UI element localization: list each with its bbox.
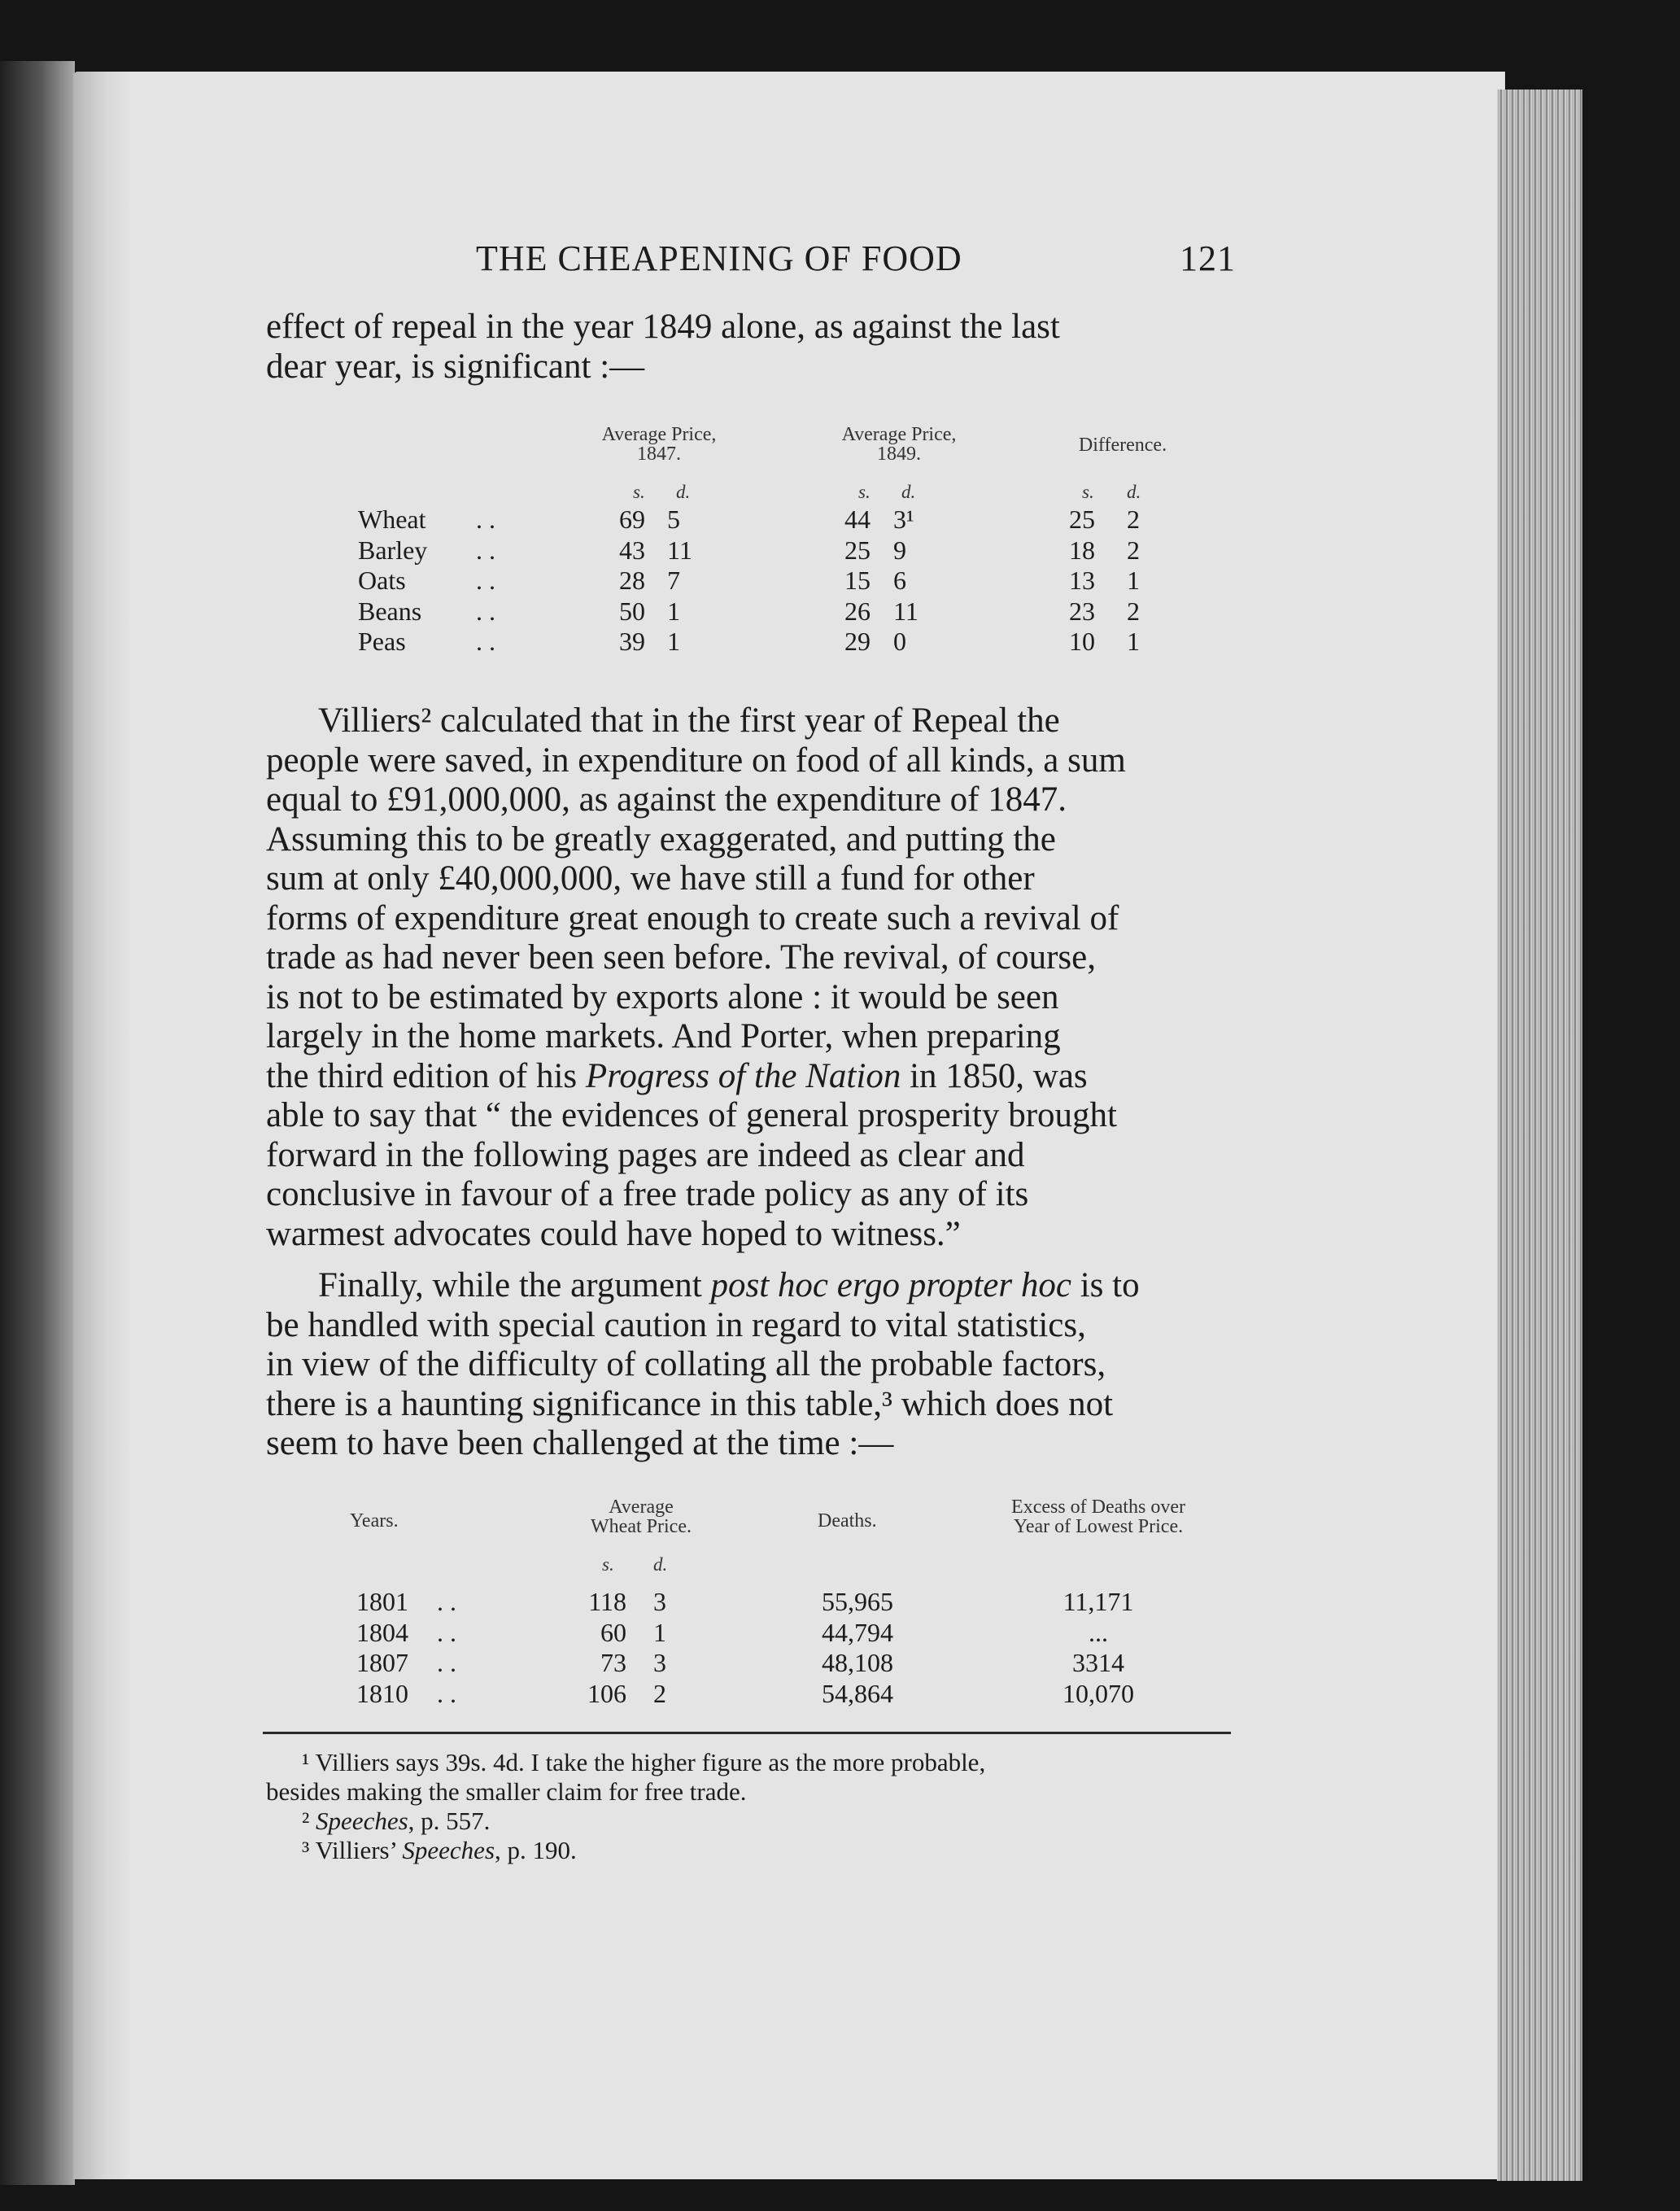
- cell-value: 48,108: [822, 1648, 893, 1677]
- footnote-rule: [263, 1732, 1231, 1734]
- page-block-edge: [1497, 90, 1582, 2181]
- text-line: sum at only £40,000,000, we have still a fund for other: [266, 859, 1035, 898]
- cell-value: 3: [653, 1648, 666, 1677]
- cell-value: 118: [588, 1587, 626, 1616]
- cell-value: 10: [1069, 627, 1095, 656]
- cell-value: 43: [619, 535, 645, 565]
- cell-value: 2: [1127, 505, 1140, 534]
- cell-value: 11,171: [1063, 1587, 1134, 1616]
- unit-label: d.: [1127, 482, 1141, 502]
- table1-header-1847: Average Price, 1847.: [601, 424, 717, 465]
- cell-value: 13: [1069, 566, 1095, 595]
- unit-label: s.: [858, 482, 871, 502]
- text-line: forward in the following pages are indeed as clear and: [266, 1135, 1025, 1174]
- cell-value: 2: [653, 1678, 666, 1708]
- leader-dots: . .: [437, 1617, 456, 1647]
- cell-value: 10,070: [1063, 1678, 1134, 1708]
- cell-value: 9: [893, 535, 906, 565]
- leader-dots: . .: [437, 1678, 456, 1708]
- cell-value: 2: [1127, 596, 1140, 626]
- leader-dots: . .: [476, 505, 495, 534]
- cell-value: 1: [1127, 566, 1140, 595]
- cell-value: 1: [653, 1617, 666, 1647]
- paragraph-villiers: [266, 701, 1126, 1254]
- cell-value: 15: [844, 566, 871, 595]
- leader-dots: . .: [437, 1648, 456, 1677]
- cell-value: 7: [667, 566, 680, 595]
- unit-label: s.: [633, 482, 645, 502]
- cell-value: 25: [844, 535, 871, 565]
- page-number: 121: [1180, 238, 1236, 278]
- table1-header-1849: Average Price, 1849.: [841, 424, 957, 465]
- table2-header-years: Years.: [350, 1510, 399, 1532]
- cell-value: 2: [1127, 535, 1140, 565]
- text-line: able to say that “ the evidences of general prosperity brought: [266, 1096, 1117, 1134]
- text-line: largely in the home markets. And Porter, when preparing: [266, 1017, 1061, 1055]
- text-line: Villiers² calculated that in the first year of Repeal the: [318, 701, 1060, 740]
- cell-value: 3: [653, 1587, 666, 1616]
- cell-value: 18: [1069, 535, 1095, 565]
- cell-value: 5: [667, 505, 680, 534]
- unit-label: d.: [676, 482, 691, 502]
- table2-header-excess: Excess of Deaths over Year of Lowest Price.: [1011, 1497, 1185, 1537]
- year-cell: 1801: [356, 1587, 408, 1616]
- text-line: there is a haunting significance in this table,³ which does not: [266, 1384, 1114, 1423]
- text-line: seem to have been challenged at the time :—: [266, 1424, 894, 1462]
- table1-header-difference: Difference.: [1078, 435, 1167, 456]
- cell-value: 60: [600, 1617, 626, 1647]
- cell-value: 25: [1069, 505, 1095, 534]
- cell-value: 26: [844, 596, 871, 626]
- text-line: be handled with special caution in regard to vital statistics,: [266, 1305, 1086, 1344]
- cell-value: 69: [619, 505, 645, 534]
- text-line: in view of the difficulty of collating all the probable factors,: [266, 1345, 1106, 1383]
- year-cell: 1810: [356, 1678, 408, 1708]
- page-gutter: [73, 72, 129, 2179]
- running-header-title: THE CHEAPENING OF FOOD: [476, 238, 962, 278]
- text-line: people were saved, in expenditure on food of all kinds, a sum: [266, 741, 1126, 780]
- cell-value: 3314: [1072, 1648, 1124, 1677]
- paragraph-vital-statistics: [266, 1266, 1140, 1464]
- text-line: trade as had never been seen before. The revival, of course,: [266, 938, 1096, 977]
- intro-text: [266, 308, 1060, 387]
- cell-value: 44: [844, 505, 871, 534]
- row-label: Wheat: [358, 505, 426, 534]
- leader-dots: . .: [476, 535, 495, 565]
- table2-header-deaths: Deaths.: [818, 1510, 877, 1532]
- leader-dots: . .: [476, 627, 495, 656]
- year-cell: 1807: [356, 1648, 408, 1677]
- row-label: Barley: [358, 535, 428, 565]
- cell-value: 54,864: [822, 1678, 893, 1708]
- leader-dots: . .: [476, 566, 495, 595]
- cell-value: 1: [667, 596, 680, 626]
- footnote-1: ¹ Villiers says 39s. 4d. I take the higher figure as the more probable,: [302, 1748, 986, 1776]
- cell-value: 1: [667, 627, 680, 656]
- text-line: Finally, while the argument post hoc ergo propter hoc is to: [318, 1266, 1140, 1304]
- cell-value: 11: [893, 596, 919, 626]
- cell-value: 23: [1069, 596, 1095, 626]
- text-line: is not to be estimated by exports alone : it would be seen: [266, 977, 1059, 1016]
- cell-value: 11: [667, 535, 692, 565]
- table2-header-price: Average Wheat Price.: [591, 1497, 692, 1537]
- row-label: Oats: [358, 566, 406, 595]
- footnote-2: ² Speeches, p. 557.: [302, 1807, 491, 1835]
- cell-value: 6: [893, 566, 906, 595]
- leader-dots: . .: [437, 1587, 456, 1616]
- year-cell: 1804: [356, 1617, 408, 1647]
- footnote-3: ³ Villiers’ Speeches, p. 190.: [302, 1836, 577, 1864]
- unit-label: d.: [653, 1554, 668, 1575]
- footnote-1-cont: besides making the smaller claim for free trade.: [266, 1777, 747, 1806]
- cell-value: ...: [1089, 1617, 1108, 1647]
- cell-value: 29: [844, 627, 871, 656]
- cell-value: 39: [619, 627, 645, 656]
- text-line: forms of expenditure great enough to create such a revival of: [266, 898, 1119, 937]
- cell-value: 106: [587, 1678, 626, 1708]
- row-label: Peas: [358, 627, 406, 656]
- text-line: dear year, is significant :—: [266, 347, 645, 386]
- cell-value: 73: [600, 1648, 626, 1677]
- left-page-edge: [0, 61, 75, 2185]
- text-line: effect of repeal in the year 1849 alone, as against the last: [266, 308, 1060, 346]
- cell-value: 44,794: [822, 1617, 893, 1647]
- row-label: Beans: [358, 596, 422, 626]
- unit-label: s.: [1082, 482, 1094, 502]
- text-line: conclusive in favour of a free trade policy as any of its: [266, 1175, 1029, 1213]
- cell-value: 28: [619, 566, 645, 595]
- cell-value: 50: [619, 596, 645, 626]
- text-line: the third edition of his Progress of the Nation in 1850, was: [266, 1056, 1088, 1095]
- unit-label: d.: [901, 482, 916, 502]
- text-line: equal to £91,000,000, as against the expenditure of 1847.: [266, 780, 1067, 819]
- cell-value: 55,965: [822, 1587, 893, 1616]
- text-line: warmest advocates could have hoped to witness.”: [266, 1214, 961, 1253]
- cell-value: 1: [1127, 627, 1140, 656]
- cell-value: 3¹: [893, 505, 914, 534]
- cell-value: 0: [893, 627, 906, 656]
- footnotes: [266, 1748, 985, 1865]
- leader-dots: . .: [476, 596, 495, 626]
- text-line: Assuming this to be greatly exaggerated, and putting the: [266, 819, 1056, 859]
- unit-label: s.: [602, 1554, 614, 1575]
